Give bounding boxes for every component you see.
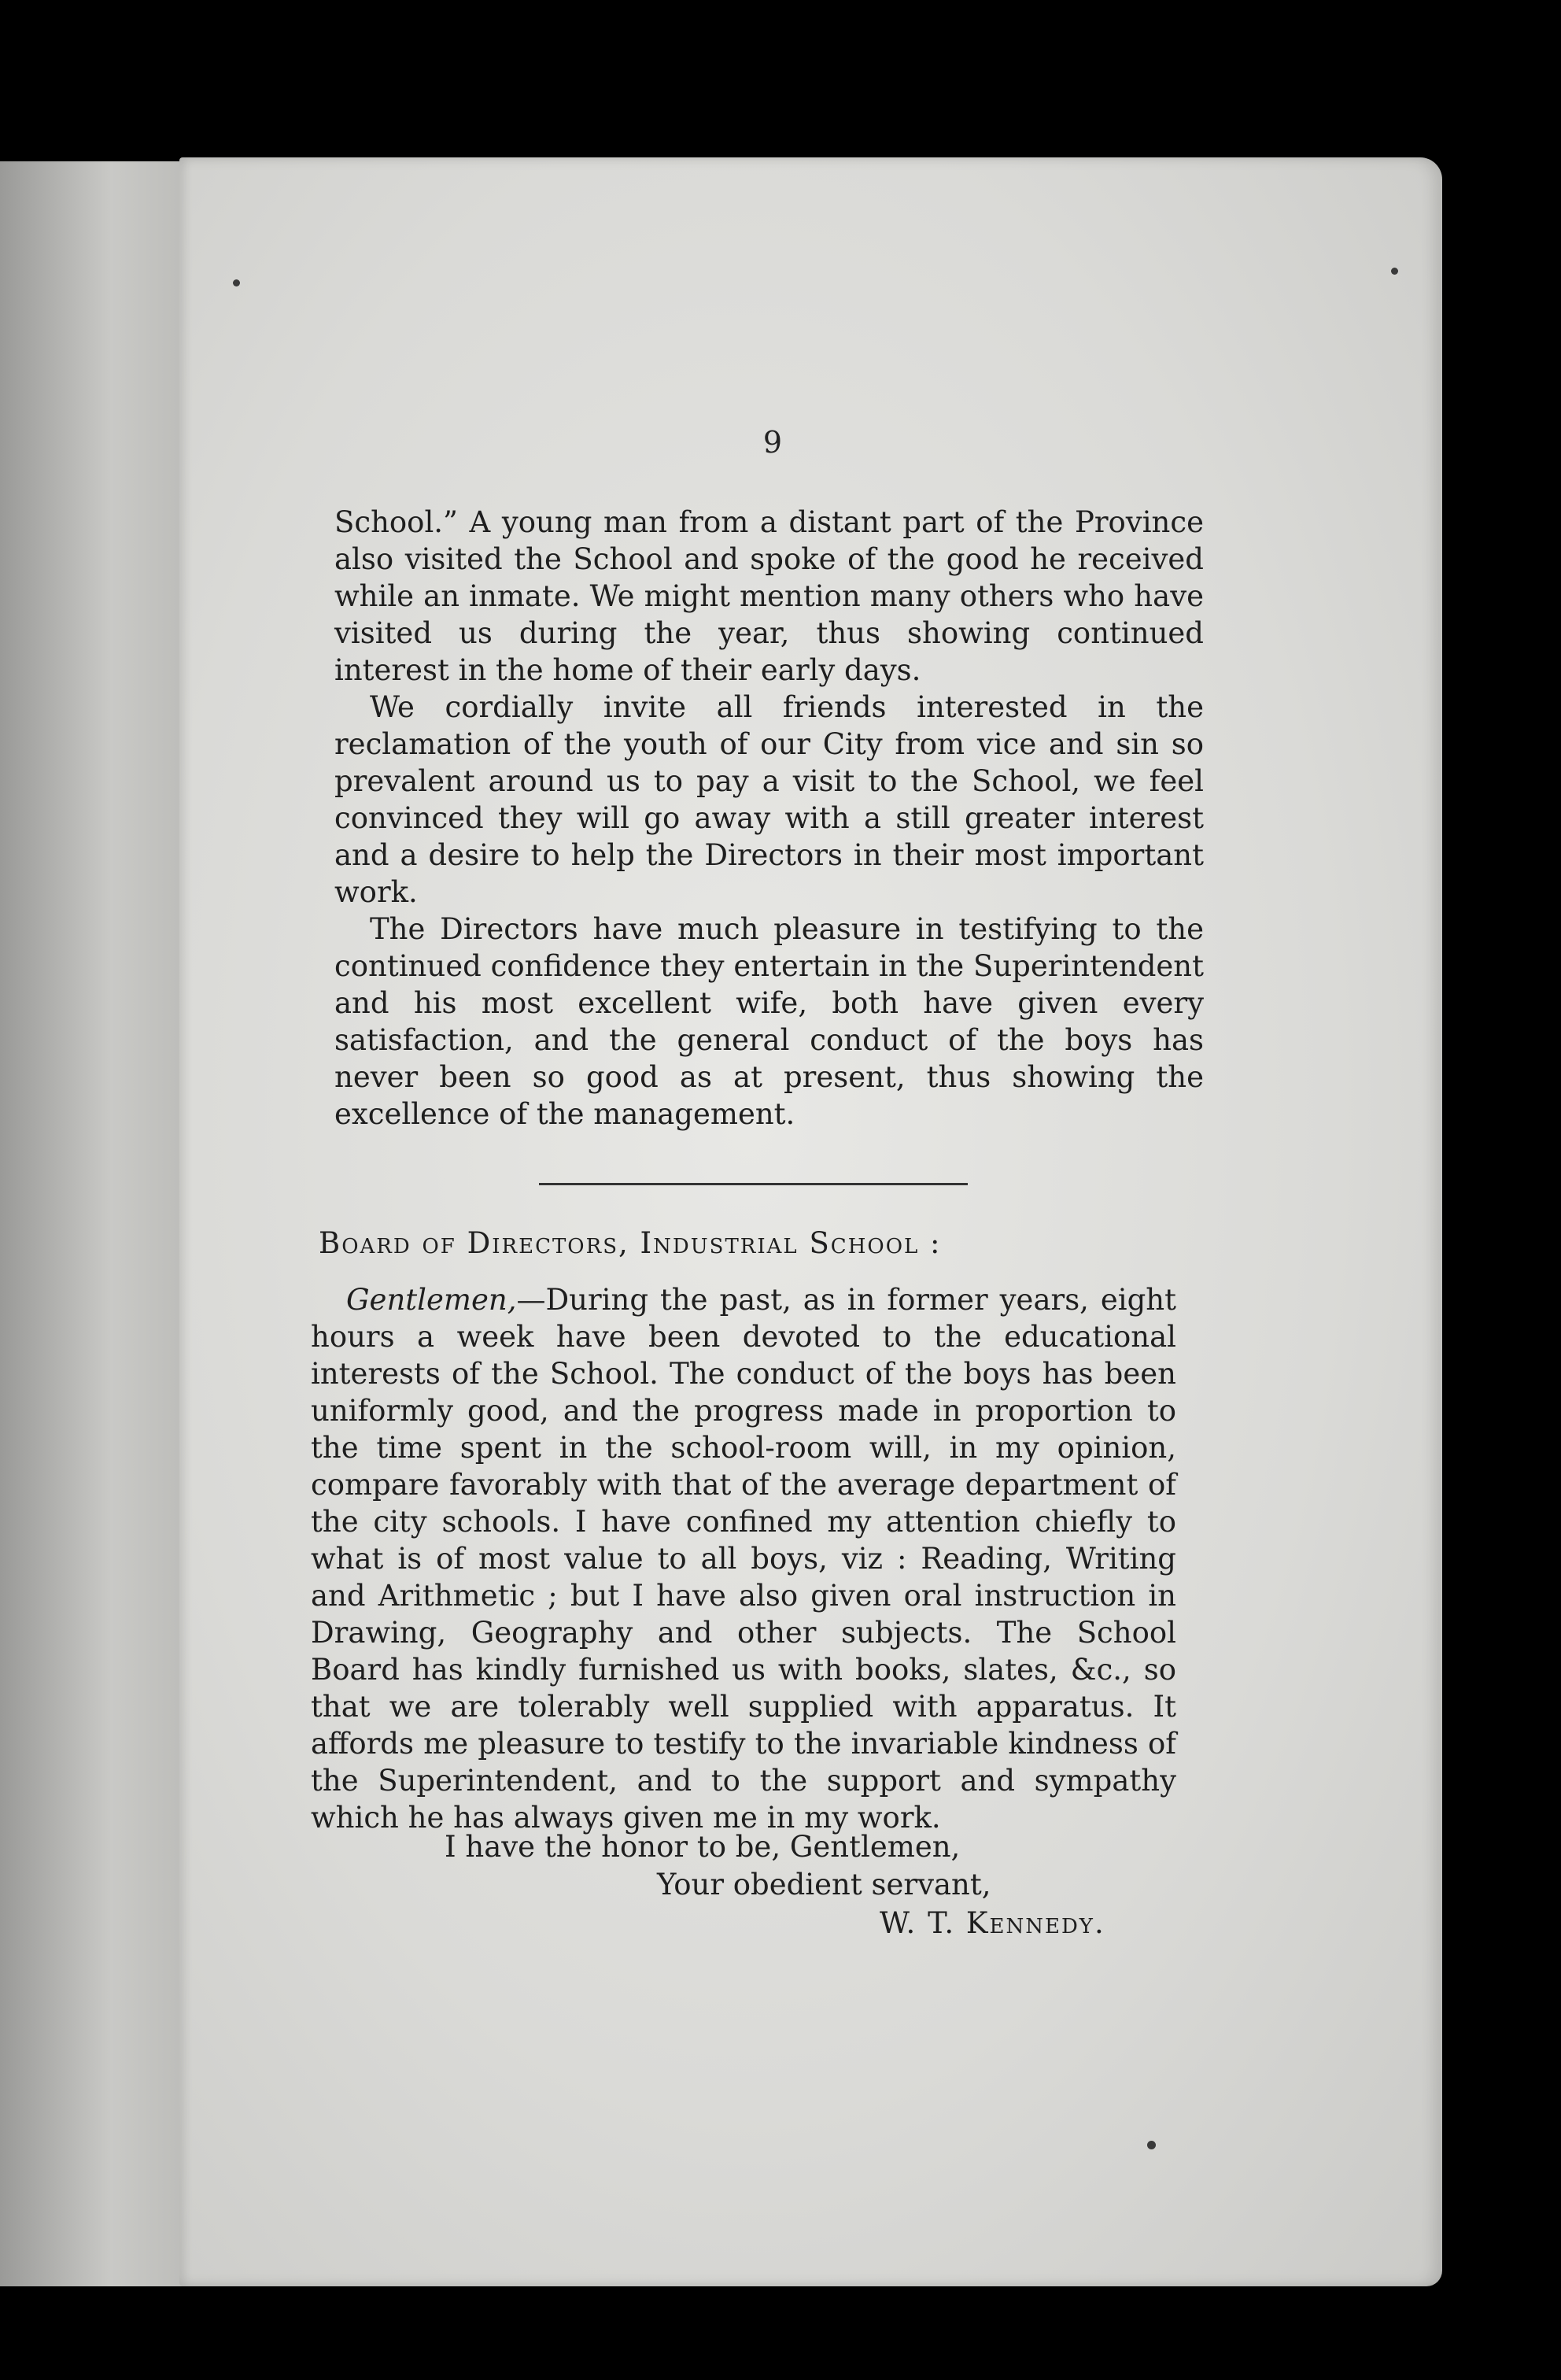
document-page	[179, 157, 1442, 2286]
paragraph-invitation: We cordially invite all friends interested in the reclamation of the youth of our City from vice and sin so prevalent around us to pay a visit to the School, we feel convinced they will go away with a still greater interest and a desire to help the Directors in their most important work.	[334, 690, 1204, 909]
section-divider	[539, 1183, 968, 1185]
closing-line-2: Your obedient servant,	[657, 1868, 991, 1901]
page-number: 9	[762, 425, 783, 460]
letter-paragraph	[311, 1281, 1176, 1836]
letter-salutation: Gentlemen,	[346, 1283, 517, 1317]
signature: W. T. Kennedy.	[880, 1906, 1105, 1940]
ink-speck	[233, 279, 240, 286]
letter-body	[311, 1281, 1176, 1836]
paragraph-visitors: School.” A young man from a distant part of the Province also visited the School and spoke of the good he received while an inmate. We might mention many others who have visited us during the year, thus showing continued interest in the home of their early days.	[334, 505, 1204, 687]
paragraph-directors: The Directors have much pleasure in testifying to the continued confidence they entertain in the Superintendent and his most excellent wife, both have given every satisfaction, and the general conduct of the boys has never been so good as at present, thus showing the excellence of the management.	[334, 912, 1204, 1131]
ink-speck	[1147, 2141, 1156, 2149]
closing-line-1: I have the honor to be, Gentlemen,	[445, 1830, 961, 1864]
report-text	[334, 504, 1204, 1133]
letter-body-text: —During the past, as in former years, eight hours a week have been devoted to the educational interests of the School. The conduct of the boys has been uniformly good, and the progress made in proportion to the time spent in the school-room will, in my opinion, compare favorably with that of the average department of the city schools. I have confined my attention chiefly to what is of most value to all boys, viz : Reading, Writing and Arithmetic ; but I have also given oral instruction in Drawing, Geography and other subjects. The School Board has kindly furnished us with books, slates, &c., so that we are tolerably well supplied with apparatus. It affords me pleasure to testify to the invariable kindness of the Superintendent, and to the support and sympathy which he has always given me in my work.	[311, 1283, 1176, 1835]
previous-page-edge	[0, 161, 185, 2286]
ink-speck	[1391, 268, 1398, 275]
letter-heading: Board of Directors, Industrial School :	[319, 1226, 942, 1260]
